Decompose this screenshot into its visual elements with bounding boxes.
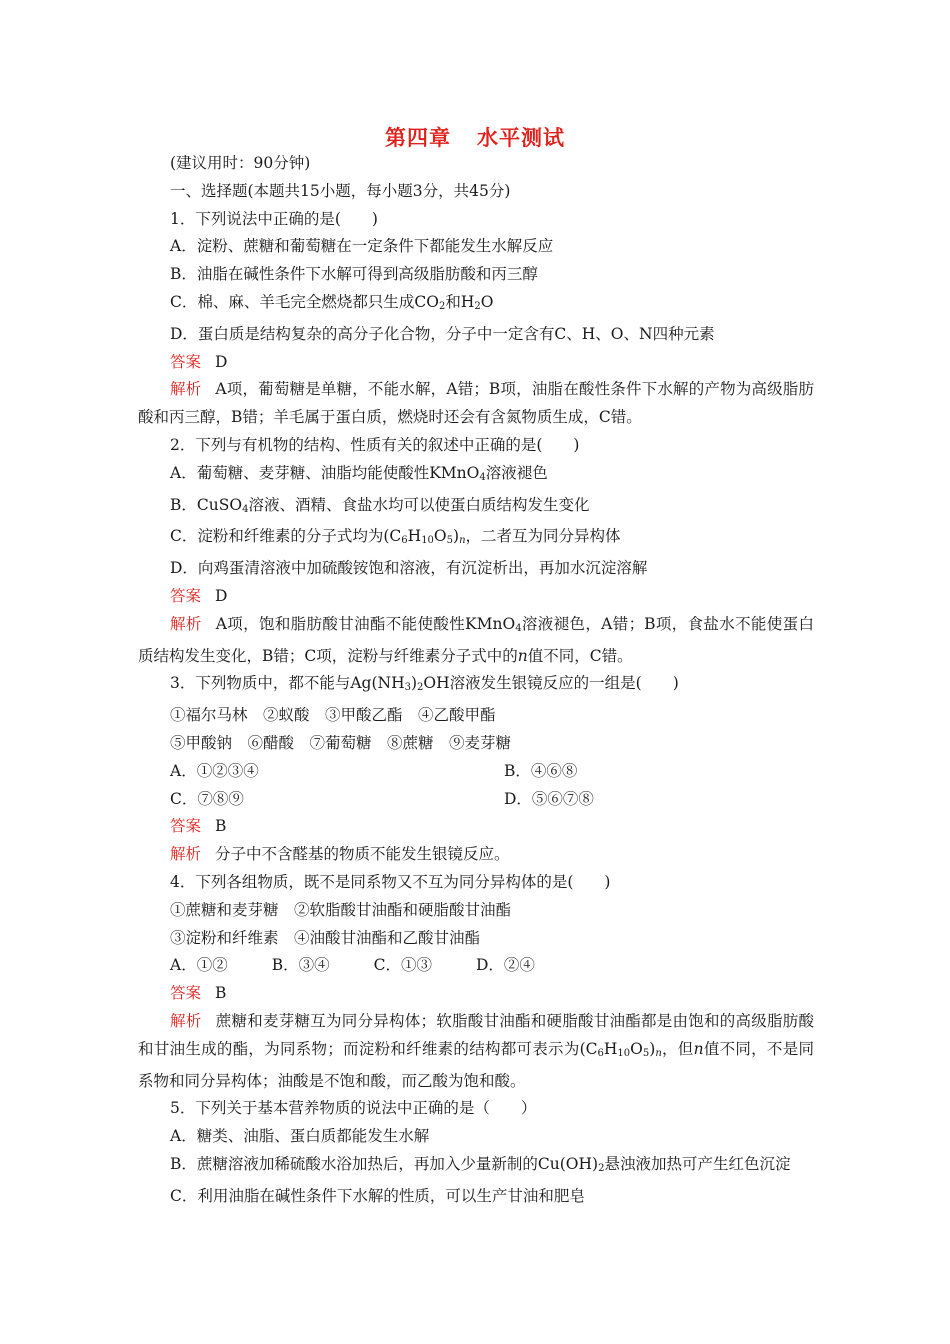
analysis-text: 值不同，C错。	[527, 646, 633, 665]
question-1-option-a: A．淀粉、蔗糖和葡萄糖在一定条件下都能发生水解反应	[170, 237, 554, 256]
question-3-analysis	[138, 841, 814, 869]
subscript: 10	[421, 535, 434, 547]
section-heading: 一、选择题(本题共15小题，每小题3分，共45分)	[170, 181, 511, 200]
text: B．CuSO	[170, 495, 243, 514]
text: OH溶液发生银镜反应的一组是( )	[423, 674, 679, 693]
text: 溶液褪色	[485, 463, 548, 482]
question-5-stem: 5．下列关于基本营养物质的说法中正确的是（ ）	[170, 1099, 537, 1118]
italic-n: n	[517, 646, 528, 665]
question-4-answer	[138, 980, 814, 1008]
text: B．蔗糖溶液加稀硫酸水浴加热后，再加入少量新制的Cu(OH)	[170, 1154, 599, 1173]
analysis-label: 解析	[170, 1011, 202, 1030]
question-5-option-a: A．糖类、油脂、蛋白质都能发生水解	[170, 1127, 430, 1146]
question-2-option-c	[138, 523, 814, 555]
question-3-option-d: D．⑤⑥⑦⑧	[504, 789, 594, 808]
question-5-option-b	[138, 1151, 814, 1183]
question-1-analysis	[138, 376, 814, 432]
question-4-option-a: A．①②	[170, 956, 228, 975]
suggested-time: (建议用时：90分钟)	[170, 154, 311, 172]
question-4-stem: 4．下列各组物质，既不是同系物又不互为同分异构体的是( )	[170, 872, 611, 891]
question-3-options-cd	[138, 786, 814, 814]
answer-label: 答案	[170, 984, 202, 1003]
subscript: 5	[642, 1047, 650, 1059]
text: 和H	[445, 292, 475, 311]
text: H	[407, 527, 422, 546]
text: H	[603, 1039, 618, 1058]
text: )	[410, 674, 418, 693]
analysis-text: 值不同，不是同系物和同分异构体；油酸是不饱和酸，而乙酸为饱和酸。	[138, 1039, 814, 1090]
analysis-text: 溶液褪色，A错；B项，食盐水不能使蛋白质结构发生变化，B错；C项，淀粉与纤维素分子式中的	[138, 614, 814, 665]
text: O	[630, 1039, 643, 1058]
text: 悬浊液加热可产生红色沉淀	[604, 1154, 791, 1173]
question-2-analysis	[138, 611, 814, 671]
subscript: 10	[617, 1047, 631, 1059]
question-1-option-c	[138, 289, 814, 321]
question-4-options	[138, 952, 814, 980]
subscript: 4	[479, 471, 486, 483]
italic-n: n	[693, 1039, 704, 1058]
answer-label: 答案	[170, 817, 202, 836]
question-4-option-b: B．③④	[271, 956, 330, 975]
subscript-n: n	[655, 1047, 662, 1059]
subscript: 2	[474, 300, 481, 312]
subscript: 6	[597, 1047, 604, 1059]
question-1-stem: 1．下列说法中正确的是( )	[170, 209, 378, 228]
analysis-text: 分子中不含醛基的物质不能发生银镜反应。	[215, 845, 510, 864]
question-3-answer	[138, 813, 814, 841]
subscript: 3	[404, 682, 411, 694]
page-title	[0, 122, 950, 152]
question-2-option-d: D．向鸡蛋清溶液中加硫酸铵饱和溶液，有沉淀析出，再加水沉淀溶解	[170, 559, 648, 578]
text: 3．下列物质中，都不能与Ag(NH	[170, 674, 405, 693]
analysis-text: ，但	[661, 1039, 694, 1058]
subscript: 5	[446, 535, 454, 547]
answer-value: D	[215, 586, 228, 605]
question-4-analysis	[138, 1008, 814, 1095]
subscript: 2	[598, 1162, 605, 1174]
question-5-option-c: C．利用油脂在碱性条件下水解的性质，可以生产甘油和肥皂	[170, 1186, 585, 1205]
question-3-items-2: ⑤甲酸钠 ⑥醋酸 ⑦葡萄糖 ⑧蔗糖 ⑨麦芽糖	[170, 733, 512, 752]
question-3-items-1: ①福尔马林 ②蚁酸 ③甲酸乙酯 ④乙酸甲酯	[170, 706, 496, 725]
question-3-option-a: A．①②③④	[170, 761, 259, 780]
text: C．淀粉和纤维素的分子式均为(C	[170, 527, 402, 546]
text: O	[480, 292, 494, 311]
answer-label: 答案	[170, 352, 202, 371]
analysis-label: 解析	[170, 845, 202, 864]
analysis-text: A项，饱和脂肪酸甘油酯不能使酸性KMnO	[215, 614, 516, 633]
question-3-options-ab	[138, 758, 814, 786]
text: A．葡萄糖、麦芽糖、油脂均能使酸性KMnO	[170, 463, 480, 482]
subscript: 4	[242, 503, 249, 515]
subscript: 4	[515, 622, 522, 634]
answer-label: 答案	[170, 586, 202, 605]
subscript: 2	[417, 682, 424, 694]
document-body	[138, 150, 814, 1210]
text: )	[649, 1039, 656, 1058]
text: 溶液、酒精、食盐水均可以使蛋白质结构发生变化	[248, 495, 590, 514]
chapter-label: 第四章	[385, 125, 451, 150]
answer-value: B	[215, 817, 227, 836]
question-4-items-1: ①蔗糖和麦芽糖 ②软脂酸甘油酯和硬脂酸甘油酯	[170, 900, 512, 919]
answer-value: B	[215, 984, 227, 1003]
subscript: 6	[401, 535, 408, 547]
analysis-text: 蔗糖和麦芽糖互为同分异构体；软脂酸甘油酯和硬脂酸甘油酯都是由饱和的高级脂肪酸和甘油生成的酯，为同系物；而淀粉和纤维素的结构都可表示为(C	[138, 1011, 814, 1058]
subscript-n: n	[459, 535, 466, 547]
question-3-option-c: C．⑦⑧⑨	[170, 789, 244, 808]
chapter-subtitle: 水平测试	[477, 125, 565, 150]
question-2-option-a	[138, 460, 814, 492]
analysis-label: 解析	[170, 614, 202, 633]
question-4-option-d: D．②④	[475, 956, 535, 975]
text: ，二者互为同分异构体	[465, 527, 621, 546]
text: )	[453, 527, 460, 546]
question-1-option-d: D．蛋白质是结构复杂的高分子化合物，分子中一定含有C、H、O、N四种元素	[170, 324, 715, 343]
question-1-answer	[138, 349, 814, 377]
question-2-answer	[138, 583, 814, 611]
question-3-option-b: B．④⑥⑧	[504, 761, 578, 780]
analysis-label: 解析	[170, 380, 202, 399]
question-2-option-b	[138, 492, 814, 524]
analysis-text: A项，葡萄糖是单糖，不能水解，A错；B项，油脂在酸性条件下水解的产物为高级脂肪酸和丙三醇，B错；羊毛属于蛋白质，燃烧时还会有含氮物质生成，C错。	[138, 380, 814, 427]
answer-value: D	[215, 352, 228, 371]
subscript: 2	[438, 300, 446, 312]
text: C．棉、麻、羊毛完全燃烧都只生成CO	[170, 292, 439, 311]
text: O	[433, 527, 447, 546]
question-3-stem	[138, 670, 814, 702]
question-2-stem: 2．下列与有机物的结构、性质有关的叙述中正确的是( )	[170, 435, 580, 454]
question-1-option-b: B．油脂在碱性条件下水解可得到高级脂肪酸和丙三醇	[170, 265, 538, 284]
question-4-option-c: C．①③	[373, 956, 432, 975]
question-4-items-2: ③淀粉和纤维素 ④油酸甘油酯和乙酸甘油酯	[170, 928, 481, 947]
